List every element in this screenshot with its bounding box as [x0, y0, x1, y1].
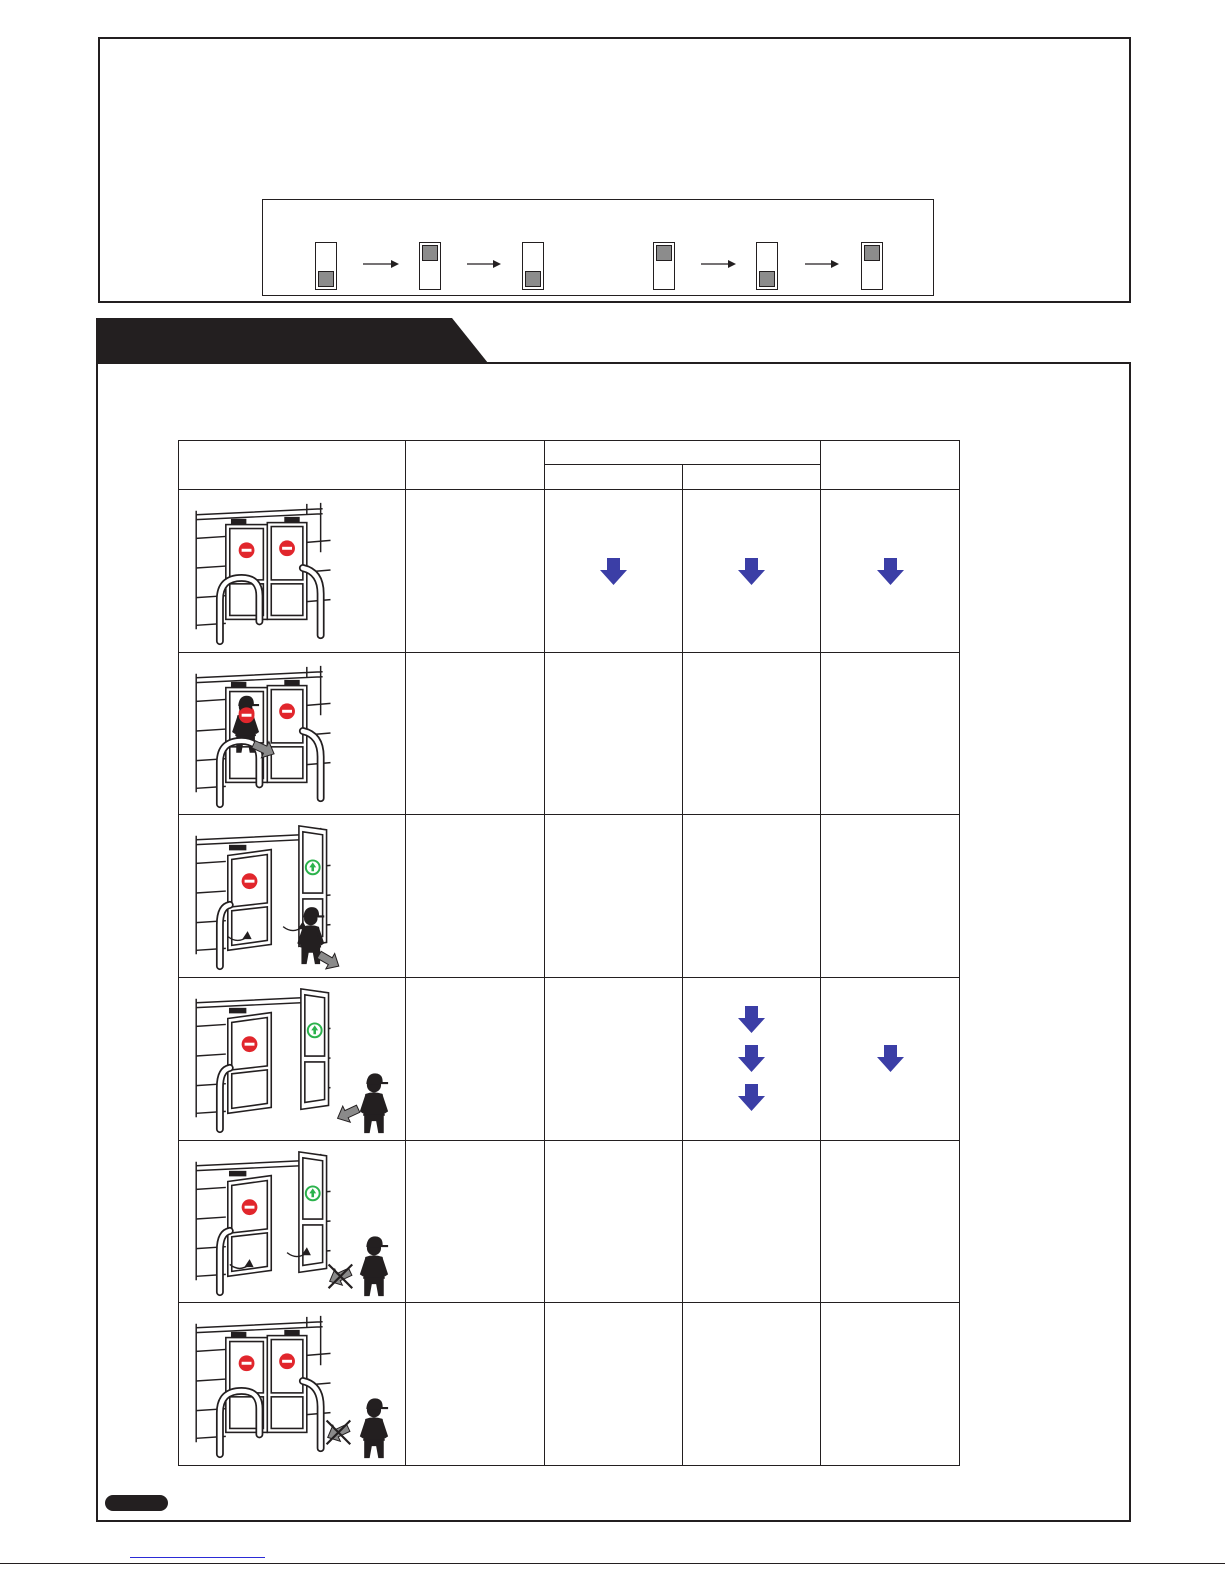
table-subheader-column-4 [683, 465, 821, 490]
doors-closed-icon [179, 491, 405, 651]
section-header-tab [96, 318, 488, 363]
down-arrow-icon [738, 1006, 765, 1033]
arrow-stack [821, 558, 959, 585]
dip-switch-icon [419, 242, 441, 290]
table-header-row [179, 441, 960, 465]
right-arrow-icon [467, 258, 501, 270]
table-header-column-2 [406, 441, 545, 490]
dip-switch-icon [756, 242, 778, 290]
dip-switch-knob [525, 271, 541, 287]
table-cell [406, 978, 545, 1141]
arrow-stack [683, 558, 820, 585]
table-row [179, 815, 960, 978]
table-subheader-column-3 [545, 465, 683, 490]
table-cell [545, 490, 683, 653]
dip-switch-knob [759, 271, 775, 287]
person-icon [360, 1073, 388, 1133]
no-entry-sign-icon [279, 540, 295, 556]
go-sign-icon [308, 1023, 322, 1037]
table-header-illustration [179, 441, 406, 490]
footer-rule [0, 1563, 1225, 1564]
table-header-column-5 [821, 441, 960, 490]
table-cell [821, 978, 960, 1141]
table-cell [406, 1140, 545, 1303]
arrow-stack [683, 1006, 820, 1111]
table-cell [821, 1303, 960, 1466]
table-cell-illustration [179, 490, 406, 653]
table-row [179, 978, 960, 1141]
open-left-door [228, 846, 271, 951]
doors-closing-person-blocked-icon [179, 1142, 405, 1302]
table-cell [821, 652, 960, 815]
open-right-door [301, 989, 329, 1109]
table-header-group [545, 441, 821, 465]
page-number-badge [105, 1495, 168, 1511]
closed-doors [226, 518, 307, 620]
table-cell [683, 1140, 821, 1303]
table-row [179, 1140, 960, 1303]
person-icon [360, 1398, 388, 1458]
down-arrow-icon [600, 558, 627, 585]
dip-switch-knob [422, 245, 438, 261]
table-cell [683, 1303, 821, 1466]
right-arrow-icon [363, 258, 399, 270]
dip-switch-sequence-box [262, 199, 934, 296]
down-arrow-icon [877, 1045, 904, 1072]
table-cell-illustration [179, 978, 406, 1141]
no-entry-sign-icon [239, 707, 255, 723]
table-cell [683, 490, 821, 653]
down-arrow-icon [738, 558, 765, 585]
dip-switch-knob [864, 245, 880, 261]
table-cell [683, 815, 821, 978]
dip-switch-knob [656, 245, 672, 261]
no-entry-sign-icon [239, 542, 255, 558]
go-sign-icon [306, 861, 320, 875]
table-cell [545, 1303, 683, 1466]
go-sign-icon [306, 1186, 320, 1200]
no-entry-sign-icon [242, 1199, 258, 1215]
dip-switch-icon [522, 242, 544, 290]
person-pushing-door-icon [179, 654, 405, 814]
table-cell [683, 978, 821, 1141]
table-row [179, 652, 960, 815]
table-cell [545, 815, 683, 978]
down-arrow-icon [877, 558, 904, 585]
open-left-door [228, 1009, 271, 1114]
table-cell-illustration [179, 1140, 406, 1303]
down-arrow-icon [738, 1045, 765, 1072]
doors-opening-person-exit-icon [179, 816, 405, 976]
table-cell [545, 1140, 683, 1303]
dip-switch-knob [318, 271, 334, 287]
table-cell [406, 652, 545, 815]
table-cell [683, 652, 821, 815]
no-entry-sign-icon [242, 874, 258, 890]
no-entry-sign-icon [279, 1354, 295, 1370]
dip-switch-icon [861, 242, 883, 290]
table-cell-illustration [179, 652, 406, 815]
dip-switch-icon [653, 242, 675, 290]
arrow-stack [545, 558, 682, 585]
no-entry-sign-icon [242, 1036, 258, 1052]
table-cell-illustration [179, 1303, 406, 1466]
table-row [179, 490, 960, 653]
operation-table [178, 440, 960, 1466]
dip-switch-icon [315, 242, 337, 290]
table-cell [406, 490, 545, 653]
table-cell [406, 815, 545, 978]
closed-doors [226, 1331, 307, 1433]
arrow-stack [821, 1045, 959, 1072]
doors-open-person-leaving-icon [179, 979, 405, 1139]
table-cell [821, 490, 960, 653]
table-cell [821, 815, 960, 978]
no-entry-sign-icon [279, 703, 295, 719]
table-cell [821, 1140, 960, 1303]
doors-closed-person-blocked-icon [179, 1304, 405, 1464]
table-cell-illustration [179, 815, 406, 978]
table-cell [406, 1303, 545, 1466]
table-cell [545, 978, 683, 1141]
right-arrow-icon [701, 258, 736, 270]
person-icon [360, 1236, 388, 1296]
down-arrow-icon [738, 1084, 765, 1111]
table-row [179, 1303, 960, 1466]
footer-link-underline[interactable] [130, 1557, 265, 1558]
motion-arrow-icon [334, 1101, 362, 1127]
no-entry-sign-icon [239, 1356, 255, 1372]
table-cell [545, 652, 683, 815]
right-arrow-icon [805, 258, 839, 270]
